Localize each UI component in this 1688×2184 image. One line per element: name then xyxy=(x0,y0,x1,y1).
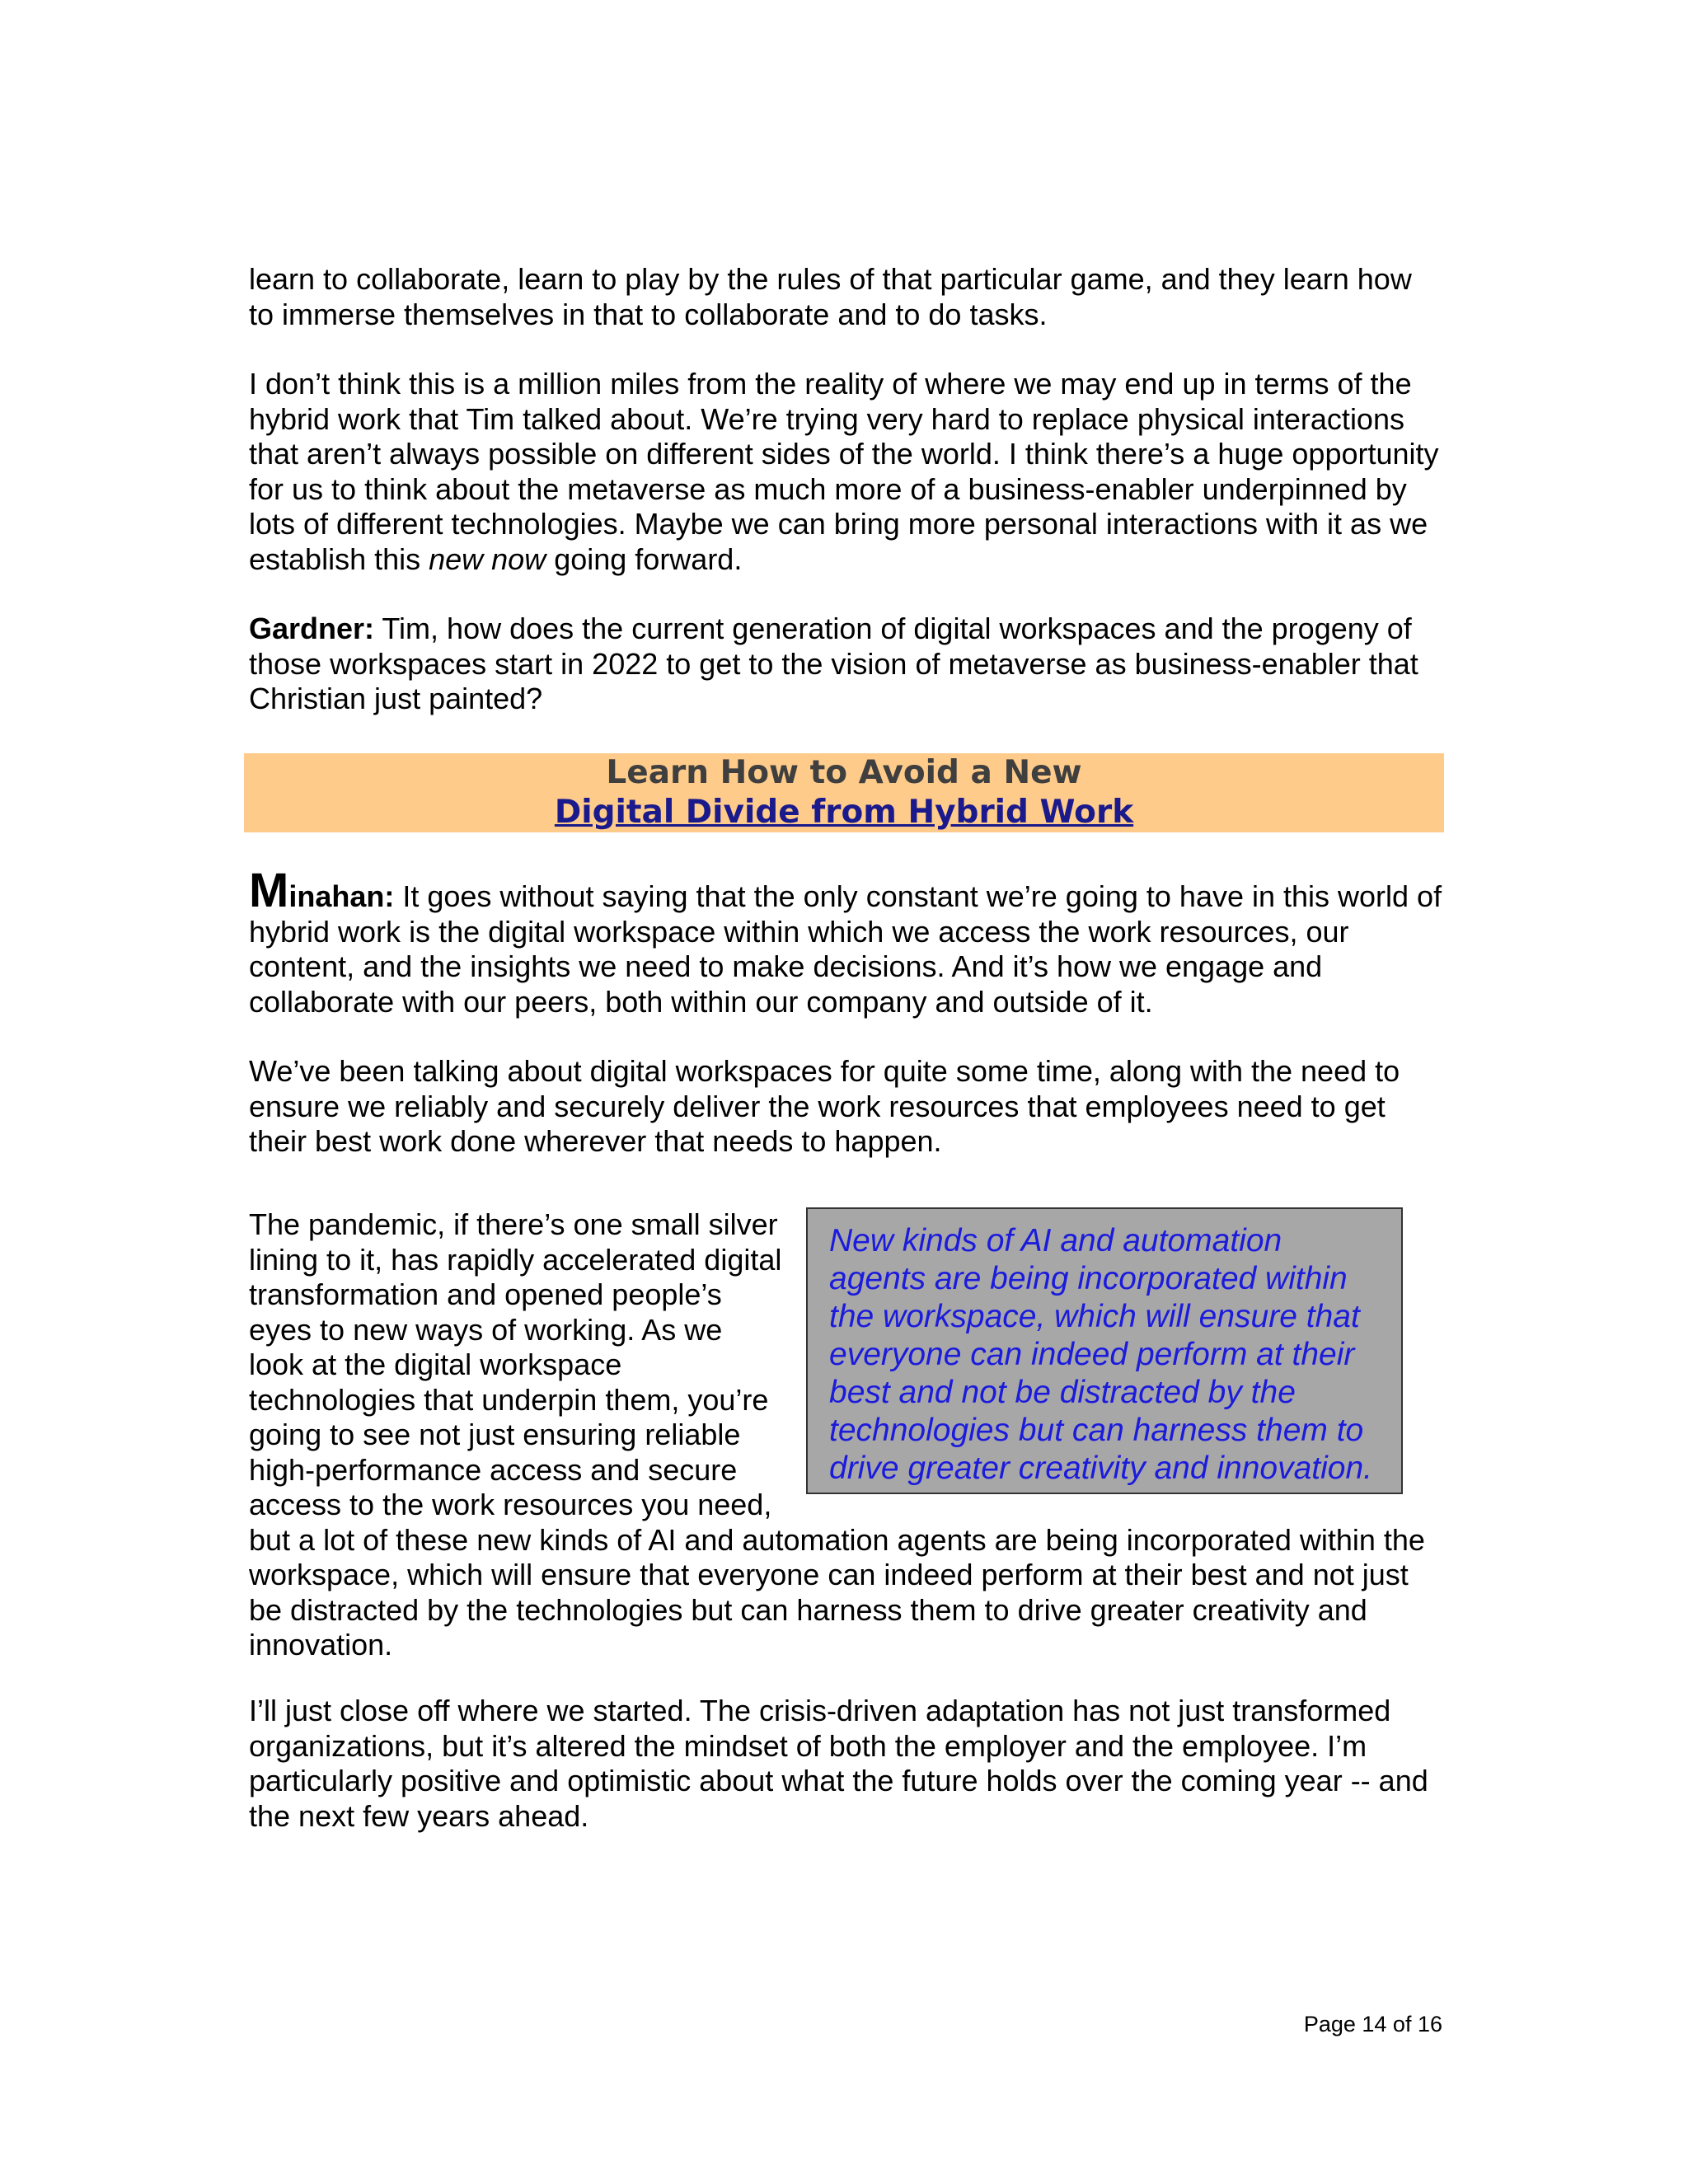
banner-heading: Learn How to Avoid a New xyxy=(606,754,1082,791)
emphasis-text: new now xyxy=(429,541,546,576)
page-number: Page 14 of 16 xyxy=(1303,2012,1442,2036)
upper-text xyxy=(249,262,1444,752)
paragraph-text: Tim, how does the current generation of digital workspaces and the progeny of those workspaces start in 2022 to get to the vision of metaverse as business-enabler that Christian just painted? xyxy=(249,612,1418,715)
paragraph-text: It goes without saying that the only constant we’re going to have in this world of hybrid work is the digital workspace within which we access the work resources, our content, and the insights we need to make decisions. And it’s how we engage and collaborate with our peers, both within our company and outside of it. xyxy=(249,879,1442,1019)
banner-link[interactable]: Digital Divide from Hybrid Work xyxy=(554,794,1134,831)
paragraph xyxy=(249,612,1444,717)
paragraph: We’ve been talking about digital workspaces for quite some time, along with the need to ensure we reliably and securely deliver the work resources that employees need to get their best work done wherever that needs to happen. xyxy=(249,1054,1400,1158)
paragraph xyxy=(249,864,1444,1019)
paragraph xyxy=(249,367,1444,577)
paragraph: The pandemic, if there’s one small silver lining to it, has rapidly accelerated digital transformation and opened people’s eyes to new ways of working. As we look at the digital workspace technologies that underpin them, you’re going to see not just ensuring reliable high-performance access and secure access to the work resources you need, but a lot of these new kinds of AI and automation agents are being incorporated within the workspace, which will ensure that everyone can indeed perform at their best and not just be distracted by the technologies but can harness them to drive greater creativity and innovation. xyxy=(249,1207,1425,1661)
speaker-name: inahan: xyxy=(288,879,395,913)
paragraph: I’ll just close off where we started. The crisis-driven adaptation has not just transformed organizations, but it’s altered the mindset of both the employer and the employee. I’m particularly positive and optimistic about what the future holds over the coming year -- and the next few years ahead. xyxy=(249,1694,1428,1833)
closing-section xyxy=(249,1694,1444,1868)
drop-cap: M xyxy=(249,864,289,917)
minahan-section xyxy=(249,864,1444,1194)
speaker-name: Gardner: xyxy=(249,612,375,645)
paragraph-text: going forward. xyxy=(546,541,743,576)
paragraph-text: I don’t think this is a million miles from the reality of where we may end up in terms of the hybrid work that Tim talked about. We’re trying very hard to replace physical interactions that aren’t always possible on different sides of the world. I think there’s a huge opportunity for us to think about the metaverse as much more of a business-enabler underpinned by lots of different technologies. Maybe we can bring more personal interactions with it as we establish this xyxy=(249,367,1439,576)
pull-quote: New kinds of AI and automation agents are being incorporated within the workspace, which will ensure that everyone can indeed perform at their best and not be distracted by the technologies but can harness them to drive greater creativity and innovation. xyxy=(806,1207,1403,1494)
paragraph: learn to collaborate, learn to play by the rules of that particular game, and they learn how to immerse themselves in that to collaborate and to do tasks. xyxy=(249,262,1412,331)
wrapped-section xyxy=(249,1207,1444,1698)
promo-banner xyxy=(244,753,1444,832)
